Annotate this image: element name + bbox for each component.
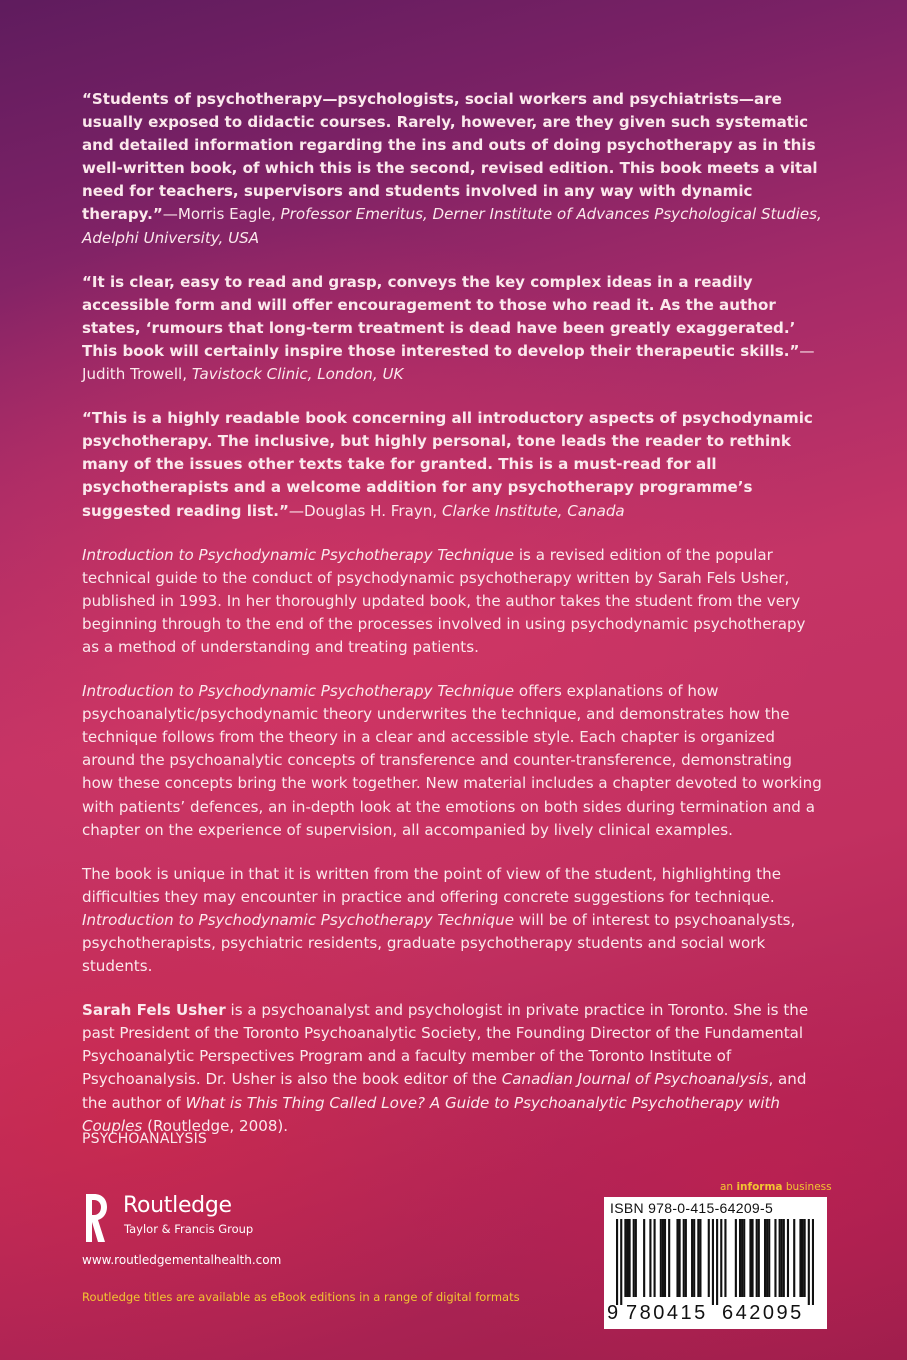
barcode-bar [635, 1219, 637, 1297]
barcode-bar [783, 1219, 785, 1297]
barcode-bar [683, 1219, 685, 1297]
description-text: is a revised edition of the popular technical guide to the conduct of psychodynamic psychotherapy written by Sarah Fels Usher, published in 1993. In her thoroughly updated book, the author takes the student from the very beginning through to the end of the processes involved in using psychodynamic psychotherapy as a method of understanding and treating patients. [82, 545, 806, 656]
barcode-bar [668, 1219, 670, 1297]
barcode-bar [693, 1219, 695, 1297]
publisher-group: Taylor & Francis Group [124, 1222, 254, 1236]
barcode-bar [620, 1219, 622, 1305]
barcode-bar [724, 1219, 726, 1297]
quote-trowell [82, 271, 822, 386]
barcode-bar [774, 1219, 776, 1297]
barcode-bar [735, 1219, 737, 1297]
barcode-bar [743, 1219, 745, 1297]
barcode-bar [660, 1219, 662, 1297]
description-text: will be of interest to psychoanalysts, psychotherapists, psychiatric residents, graduate psychotherapy students and social work students. [82, 910, 796, 976]
author-name: Sarah Fels Usher [82, 1001, 226, 1020]
quote-frayn [82, 407, 822, 522]
barcode-bar [664, 1219, 666, 1297]
barcode-bar [793, 1219, 795, 1297]
barcode-bar [685, 1219, 687, 1297]
barcode-bar [699, 1219, 701, 1297]
ean-right-group: 642095 [722, 1302, 804, 1324]
barcode-bar [749, 1219, 751, 1297]
barcode-bar [643, 1219, 645, 1297]
quote-attribution-name: —Judith Trowell, [82, 341, 815, 384]
description-text: offers explanations of how psychoanalytic/psychodynamic theory underwrites the technique, and demonstrates how the technique follows from the theory in a clear and accessible style. Each chapter is organized around the psychoanalytic concepts of transference and counter-transference, demonstrating how these concepts bring the work together. New material includes a chapter devoted to working with patients’ defences, an in-depth look at the emotions on both sides during termination and a chapter on the experience of supervision, all accompanied by lively clinical examples. [82, 682, 822, 839]
quote-attribution-affiliation: Clarke Institute, Canada [441, 501, 625, 520]
barcode-bar [758, 1219, 760, 1297]
barcode-bar [766, 1219, 768, 1297]
quote-text: “It is clear, easy to read and grasp, conveys the key complex ideas in a readily accessible form and will offer encouragement to those who read it. As the author states, ‘rumours that long-term treatment is dead have been greatly exaggerated.’ This book will certainly inspire those interested to develop their therapeutic skills.” [82, 272, 800, 360]
barcode-bar [662, 1219, 664, 1297]
quote-text: “This is a highly readable book concerning all introductory aspects of psychodynamic psychotherapy. The inclusive, but highly personal, tone leads the reader to rethink many of the issues other texts take for granted. This is a must-read for all psychotherapists and a welcome addition for any psychotherapy programme’s suggested reading list.” [82, 409, 813, 520]
barcode-bar [756, 1219, 758, 1297]
barcode-bar [804, 1219, 806, 1297]
author-bio [82, 999, 822, 1138]
barcode-bar [633, 1219, 635, 1297]
barcode-bar [691, 1219, 693, 1297]
barcode-bar [781, 1219, 783, 1297]
description-text: The book is unique in that it is written from the point of view of the student, highlighting the difficulties they may encounter in practice and offering concrete suggestions for technique. [82, 864, 782, 906]
ean-first-digit: 9 [607, 1302, 619, 1324]
barcode-bar [716, 1219, 718, 1305]
subject-category: PSYCHOANALYSIS [82, 1131, 208, 1147]
quote-attribution-name: —Douglas H. Frayn, [288, 501, 442, 520]
barcode-bar [624, 1219, 626, 1297]
journal-title: Canadian Journal of Psychoanalysis [501, 1070, 769, 1089]
previous-book-title: What is This Thing Called Love? A Guide to Psychoanalytic Psychotherapy with Couples [82, 1093, 780, 1135]
isbn-label: ISBN 978-0-415-64209-5 [610, 1200, 774, 1216]
barcode-bar [679, 1219, 681, 1297]
quote-attribution-affiliation: Tavistock Clinic, London, UK [191, 365, 404, 384]
book-title: Introduction to Psychodynamic Psychotherapy Technique [82, 910, 515, 929]
description-paragraph-3 [82, 863, 822, 978]
informa-prefix: an [720, 1181, 737, 1193]
bio-text: (Routledge, 2008). [142, 1116, 289, 1135]
quote-eagle [82, 88, 822, 250]
book-title: Introduction to Psychodynamic Psychotherapy Technique [82, 545, 515, 564]
barcode-bar [654, 1219, 656, 1297]
barcode-bar [739, 1219, 741, 1297]
barcode-bar [787, 1219, 789, 1297]
barcode-bar [741, 1219, 743, 1297]
barcode-bar [808, 1219, 810, 1305]
informa-suffix: business [782, 1181, 832, 1193]
description-paragraph-2 [82, 680, 822, 842]
barcode-bar [751, 1219, 753, 1297]
barcode-bar [629, 1219, 631, 1297]
barcode-bar [812, 1219, 814, 1305]
book-title: Introduction to Psychodynamic Psychotherapy Technique [82, 682, 515, 701]
barcode-bar [649, 1219, 651, 1297]
bio-text: , and the author of [82, 1070, 807, 1112]
barcode-bar [697, 1219, 699, 1297]
bio-text: is a psychoanalyst and psychologist in private practice in Toronto. She is the past President of the Toronto Psychoanalytic Society, the Founding Director of the Fundamental Psychoanalytic Perspectives Program and a faculty member of the Toronto Institute of Psychoanalysis. Dr. Usher is also the book editor of the [82, 1001, 809, 1089]
barcode-bar [626, 1219, 628, 1297]
publisher-url: www.routledgementalhealth.com [82, 1253, 282, 1267]
quote-attribution-name: —Morris Eagle, [162, 205, 281, 224]
barcode-bar [779, 1219, 781, 1297]
quote-text: “Students of psychotherapy—psychologists, social workers and psychiatrists—are usually exposed to didactic courses. Rarely, however, are they given such systematic and detailed information regarding the ins and outs of doing psychotherapy as in this well-written book, of which this is the second, revised edition. This book meets a vital need for teachers, supervisors and students involved in any way with dynamic therapy.” [82, 90, 818, 224]
publisher-name: Routledge [123, 1193, 232, 1218]
ean-left-group: 780415 [626, 1302, 708, 1324]
back-cover-text [82, 88, 822, 1159]
barcode-bar [764, 1219, 766, 1297]
barcode-bar [720, 1219, 722, 1297]
barcode-bar [708, 1219, 710, 1297]
description-paragraph-1 [82, 544, 822, 659]
barcode-bar [712, 1219, 714, 1305]
informa-brand: informa [736, 1181, 783, 1193]
barcode-bars [616, 1219, 814, 1305]
publisher-logo [82, 1192, 382, 1272]
barcode-bar [801, 1219, 803, 1297]
barcode-bar [676, 1219, 678, 1297]
barcode-bar [768, 1219, 770, 1297]
isbn-barcode [604, 1197, 827, 1329]
barcode-bar [799, 1219, 801, 1297]
barcode-bar [616, 1219, 618, 1305]
routledge-mark-icon [82, 1192, 112, 1244]
ebook-note: Routledge titles are available as eBook editions in a range of digital formats [82, 1290, 520, 1304]
informa-tagline [720, 1181, 832, 1193]
quote-attribution-affiliation: Professor Emeritus, Derner Institute of Advances Psychological Studies, Adelphi University, USA [82, 205, 822, 247]
